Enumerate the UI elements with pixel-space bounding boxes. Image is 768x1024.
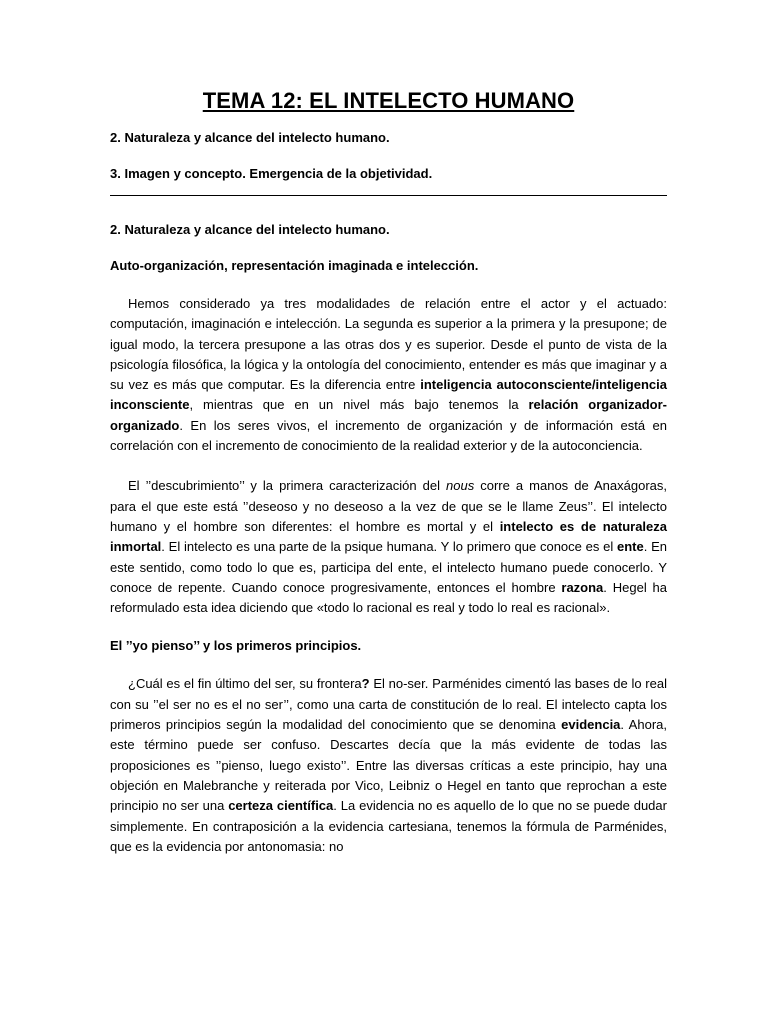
bold-term: ?: [361, 676, 370, 692]
topic-item: 2. Naturaleza y alcance del intelecto humano.: [110, 130, 390, 145]
bold-term: inteligencia autoconsciente/inteligencia inconsciente: [110, 377, 667, 413]
paragraph-3: ¿Cuál es el fin último del ser, su frontera? El no-ser. Parménides cimentó las bases de lo real con su ’’el ser no es el no ser’’, como una carta de constitución de lo real. El intelecto capta los primeros principios según la modalidad del conocimiento que se denomina evidencia. Ahora, este término puede ser confuso. Descartes decía que la más evidente de todas las proposiciones es ’’pienso, luego existo’’. Entre las diversas críticas a este principio, hay una objeción en Malebranche y reiterada por Vico, Leibniz o Hegel en tanto que reprochan a este principio no ser una certeza científica. La evidencia no es aquello de lo que no se puede dudar simplemente. En contraposición a la evidencia cartesiana, tenemos la fórmula de Parménides, que es la evidencia por antonomasia: no: [110, 676, 667, 854]
paragraph-2: El ’’descubrimiento’’ y la primera caracterización del nous corre a manos de Anaxágoras, para el que este está ’’deseoso y no deseoso a la vez de que se le llame Zeus’’. El intelecto humano y el hombre son diferentes: el hombre es mortal y el intelecto es de naturaleza inmortal. El intelecto es una parte de la psique humana. Y lo primero que conoce es el ente. En este sentido, como todo lo que es, participa del ente, el intelecto humano puede conocerlo. Y conoce de repente. Cuando conoce progresivamente, entonces el hombre razona. Hegel ha reformulado esta idea diciendo que «todo lo racional es real y todo lo real es racional».: [110, 478, 667, 616]
page-title: TEMA 12: EL INTELECTO HUMANO: [202, 88, 575, 113]
topic-item: 3. Imagen y concepto. Emergencia de la objetividad.: [110, 166, 433, 181]
paragraph-1: Hemos considerado ya tres modalidades de relación entre el actor y el actuado: computación, imaginación e intelección. La segunda es superior a la primera y la presupone; de igual modo, la tercera presupone a las otras dos y es superior. Desde el punto de vista de la psicología filosófica, la lógica y la ontología del conocimiento, entender es más que imaginar y a su vez es más que computar. Es la diferencia entre inteligencia autoconsciente/inteligencia inconsciente, mientras que en un nivel más bajo tenemos la relación organizador-organizado. En los seres vivos, el incremento de organización y de información está en correlación con el incremento de conocimiento de la realidad exterior y de la autoconciencia.: [110, 296, 667, 454]
section-heading: 2. Naturaleza y alcance del intelecto humano.: [110, 222, 390, 237]
horizontal-divider: [110, 195, 667, 196]
bold-term: razona: [561, 579, 604, 595]
bold-term: certeza científica: [228, 798, 334, 814]
bold-term: relación organizador-organizado: [110, 397, 667, 433]
italic-term: nous: [446, 478, 475, 494]
bold-term: ente: [617, 539, 644, 555]
subheading: El ’’yo pienso’’ y los primeros principios.: [110, 638, 362, 654]
bold-term: intelecto es de naturaleza inmortal: [110, 518, 667, 555]
bold-term: evidencia: [561, 717, 621, 733]
subheading: Auto-organización, representación imaginada e intelección.: [110, 258, 479, 273]
